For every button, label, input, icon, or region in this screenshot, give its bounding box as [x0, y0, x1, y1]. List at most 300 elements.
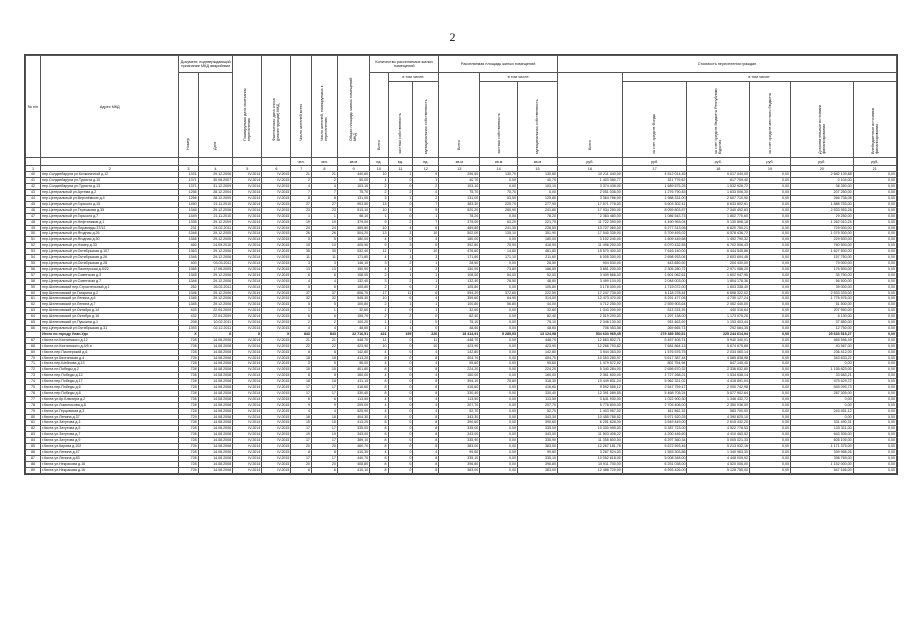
cell-arm: 390,60	[518, 420, 558, 426]
cell-res: 8	[291, 450, 312, 456]
cell-docdate: 14.08.2008	[198, 385, 233, 391]
cell-docdate: 14.08.2008	[198, 349, 233, 355]
cell-sum: 17 571 778,00	[557, 201, 622, 207]
cell-no: 68	[26, 343, 41, 349]
cell-no: 47	[26, 213, 41, 219]
cell-res: 17	[291, 438, 312, 444]
cell-reg: 5 940 340,01	[687, 337, 750, 343]
cell-sum: 12 488 720,00	[557, 467, 622, 473]
cell-res: 5	[291, 361, 312, 367]
cell-ext: 40 567,00	[791, 343, 854, 349]
cell-sum: 5 340 284,00	[557, 367, 622, 373]
cell-area: 410,30	[337, 450, 369, 456]
cell-docnum: 1371	[179, 184, 198, 190]
cell-area: 504,20	[337, 231, 369, 237]
cell-loc: 0,00	[750, 450, 791, 456]
cell-no: 44	[26, 196, 41, 202]
cell-docnum: 1346	[179, 231, 198, 237]
cell-res: 17	[291, 390, 312, 396]
cell-fund: 1 022 900,30	[622, 396, 687, 402]
column-number: 10	[370, 166, 388, 172]
cell-resp: 27	[311, 201, 337, 207]
cell-docnum: 1345	[179, 272, 198, 278]
cell-cp: 0	[388, 201, 413, 207]
cell-addr: г.Кяхта пер.Шейнова д.13	[41, 361, 179, 367]
cell-no: 54	[26, 255, 41, 261]
cell-no: 59	[26, 284, 41, 290]
cell-cm: 4	[413, 237, 439, 243]
cell-cp: 0	[388, 414, 413, 420]
cell-nb: 0,00	[853, 373, 896, 379]
cell-sum: 2 346 130,00	[557, 320, 622, 326]
cell-cp: 1	[388, 249, 413, 255]
header-plan-end: Планируемая дата окончания переселения	[233, 56, 262, 158]
cell-addr: Итого по городу Улан-Удэ	[41, 331, 179, 337]
column-number: 9	[337, 166, 369, 172]
cell-ext: 133 311,00	[791, 426, 854, 432]
cell-ar: 75,10	[439, 320, 480, 326]
cell-reg: 225 244 614,94	[687, 331, 750, 337]
cell-nb: 0,00	[853, 225, 896, 231]
cell-fact: IV.2015	[262, 396, 291, 402]
cell-area: 532,40	[337, 249, 369, 255]
cell-fund: 6 297 360,34	[622, 438, 687, 444]
cell-res: 4	[291, 408, 312, 414]
cell-area: 411,10	[337, 379, 369, 385]
cell-nb: 0,00	[853, 331, 896, 337]
column-number: 13	[439, 166, 480, 172]
cell-ext: 0 104,00	[791, 178, 854, 184]
cell-nb: 0,00	[853, 361, 896, 367]
cell-nb: 0,00	[853, 219, 896, 225]
cell-fact: IV.2015	[262, 432, 291, 438]
cell-fact: IV.2015	[262, 231, 291, 237]
column-number: 19	[750, 166, 791, 172]
cell-loc: 0,00	[750, 201, 791, 207]
cell-fund: 5 008 348,00	[622, 455, 687, 461]
cell-sum: 1 043 200,00	[557, 308, 622, 314]
cell-no: 41	[26, 178, 41, 184]
cell-docnum: 1371	[179, 178, 198, 184]
cell-fact: IV.2015	[262, 261, 291, 267]
cell-cp: 0	[388, 355, 413, 361]
cell-ar: 82,40	[439, 314, 480, 320]
cell-loc: 0,00	[750, 207, 791, 213]
cell-cm: 2	[413, 284, 439, 290]
cell-res: 18	[291, 379, 312, 385]
cell-cm: 6	[413, 225, 439, 231]
cell-no: 60	[26, 290, 41, 296]
cell-arm: 40,70	[518, 178, 558, 184]
cell-cnt: 4	[370, 373, 388, 379]
cell-arm: 221,70	[518, 219, 558, 225]
header-count-all: Всего	[370, 73, 388, 158]
cell-fact: IV.2015	[262, 373, 291, 379]
cell-nb: 0,00	[853, 278, 896, 284]
cell-arm: 13 124,98	[518, 331, 558, 337]
cell-res: 10	[291, 243, 312, 249]
cell-reg: 1 633 006,30	[687, 190, 750, 196]
cell-reg: 5 674 675,88	[687, 343, 750, 349]
cell-arm: 351,90	[518, 231, 558, 237]
cell-cnt: 8	[370, 420, 388, 426]
cell-loc: 0,00	[750, 261, 791, 267]
cell-cp: 0	[388, 367, 413, 373]
cell-resp: 13	[311, 266, 337, 272]
cell-resp: 17	[311, 426, 337, 432]
cell-fact: IV.2015	[262, 414, 291, 420]
cell-arp: 0,00	[480, 213, 518, 219]
cell-no: 77	[26, 396, 41, 402]
cell-sum: 1 479 572,52	[557, 361, 622, 367]
cell-area: 408,80	[337, 461, 369, 467]
cell-arp: 0,00	[480, 385, 518, 391]
cell-ar: 52,70	[439, 408, 480, 414]
column-number: 12	[413, 166, 439, 172]
cell-no: 83	[26, 432, 41, 438]
cell-reg: 2 034 060,14	[687, 349, 750, 355]
cell-no: 88	[26, 461, 41, 467]
cell-cp: 0	[388, 308, 413, 314]
cell-ar: 180,00	[439, 237, 480, 243]
cell-fund: 1 988 331,00	[622, 196, 687, 202]
cell-resp: 2	[311, 178, 337, 184]
cell-plan: IV.2014	[233, 272, 262, 278]
cell-cm: 8	[413, 444, 439, 450]
cell-sum: 6 251 628,00	[557, 420, 622, 426]
cell-plan: IV.2014	[233, 201, 262, 207]
cell-reg: 1 602 947,96	[687, 272, 750, 278]
cell-res: 24	[291, 225, 312, 231]
cell-cm: 8	[413, 355, 439, 361]
cell-cm: 11	[413, 337, 439, 343]
cell-addr: г.Кяхта пл.Кяхтинского д.4/5 а	[41, 343, 179, 349]
cell-resp: 15	[311, 420, 337, 426]
cell-fund: 513 233,39	[622, 308, 687, 314]
cell-ext: 56 500,00	[791, 278, 854, 284]
cell-cnt: 8	[370, 444, 388, 450]
cell-nb: 0,00	[853, 467, 896, 473]
header-area-private: частная собственность	[480, 82, 518, 158]
cell-addr: г.Кяхта пер.Победы д.12	[41, 373, 179, 379]
cell-no: 43	[26, 190, 41, 196]
cell-fund: 5 962 321,02	[622, 379, 687, 385]
header-address: Адрес МКД	[41, 56, 179, 158]
cell-reg: 4 520 006,00	[687, 461, 750, 467]
cell-cp: 0	[388, 402, 413, 408]
cell-arp: 0,00	[480, 420, 518, 426]
cell-ar: 392,80	[439, 243, 480, 249]
cell-docnum: 728	[179, 420, 198, 426]
cell-sum: 12 266 793,82	[557, 343, 622, 349]
cell-arp: 0,00	[480, 414, 518, 420]
cell-sum: 3 267 524,00	[557, 450, 622, 456]
cell-cm: 8	[413, 420, 439, 426]
cell-sum: 17 540 339,00	[557, 231, 622, 237]
cell-resp: 7	[311, 190, 337, 196]
cell-addr: г.Кяхта ул.Некрасова д.16	[41, 467, 179, 473]
cell-loc: 0,00	[750, 396, 791, 402]
cell-ext: 39 000,00	[791, 284, 854, 290]
cell-res: 21	[291, 337, 312, 343]
cell-docnum: 1346	[179, 278, 198, 284]
cell-res: 32	[291, 296, 312, 302]
cell-res: 9	[291, 402, 312, 408]
cell-docnum: 460	[179, 243, 198, 249]
cell-cm: 1	[413, 213, 439, 219]
cell-res: 17	[291, 426, 312, 432]
cell-loc: 0,00	[750, 343, 791, 349]
cell-resp: 1	[311, 213, 337, 219]
cell-cp: 0	[388, 432, 413, 438]
cell-no: 85	[26, 444, 41, 450]
cell-cnt: 10	[370, 225, 388, 231]
cell-ar: 113,50	[439, 396, 480, 402]
cell-resp: 21	[311, 337, 337, 343]
cell-ext: 176 500,00	[791, 266, 854, 272]
cell-no: 64	[26, 314, 41, 320]
column-number: 17	[622, 166, 687, 172]
cell-nb: 0,00	[853, 290, 896, 296]
cell-ar: 520,20	[439, 207, 480, 213]
cell-cnt: 3	[370, 261, 388, 267]
cell-docnum: 728	[179, 355, 198, 361]
cell-reg: 5 130 898,18	[687, 219, 750, 225]
cell-cnt: 10	[370, 343, 388, 349]
cell-area: 416,60	[337, 385, 369, 391]
cell-resp: 19	[311, 432, 337, 438]
cell-res: 6	[291, 467, 312, 473]
cell-fact: IV.2015	[262, 385, 291, 391]
cell-loc: 0,00	[750, 320, 791, 326]
cell-cm: 4	[413, 396, 439, 402]
cell-loc: 0,00	[750, 190, 791, 196]
cell-ext: 12 750,00	[791, 325, 854, 331]
cell-docnum: 262	[179, 284, 198, 290]
cell-plan: IV.2014	[233, 461, 262, 467]
cell-fact: IV.2015	[262, 343, 291, 349]
cell-arp: 75,90	[480, 243, 518, 249]
cell-cm: 0	[413, 314, 439, 320]
cell-cm: 10	[413, 343, 439, 349]
cell-docnum: 1346	[179, 296, 198, 302]
cell-reg: 4 448 009,92	[687, 455, 750, 461]
cell-docdate: 31.12.2009	[198, 184, 233, 190]
cell-fact: IV.2015	[262, 438, 291, 444]
cell-docnum: 728	[179, 361, 198, 367]
cell-fact: IV.2015	[262, 207, 291, 213]
cell-docdate: 21.11.2010	[198, 213, 233, 219]
cell-area: 96,00	[337, 361, 369, 367]
cell-nb: 0,00	[853, 249, 896, 255]
cell-res: 20	[291, 444, 312, 450]
cell-cm: 4	[413, 373, 439, 379]
cell-cnt: 8	[370, 390, 388, 396]
cell-resp: 4	[311, 184, 337, 190]
cell-arm: 52,70	[518, 408, 558, 414]
cell-no: 81	[26, 420, 41, 426]
cell-ar: 343,00	[439, 432, 480, 438]
cell-cp: 0	[388, 467, 413, 473]
column-number: 3	[179, 166, 198, 172]
cell-ar: 594,20	[439, 290, 480, 296]
cell-area: 22 716,51	[337, 331, 369, 337]
cell-addr: г.Кяхта ул.Ленина д.83	[41, 455, 179, 461]
cell-docdate: 29.12.2006	[198, 207, 233, 213]
cell-cm: 6	[413, 243, 439, 249]
cell-fund: 5 277 313,06	[622, 225, 687, 231]
cell-docnum: 1365	[179, 266, 198, 272]
cell-res: 22	[291, 343, 312, 349]
cell-cnt: 8	[370, 455, 388, 461]
cell-cnt: 2	[370, 314, 388, 320]
cell-ar: 416,60	[439, 385, 480, 391]
cell-cm: 0	[413, 325, 439, 331]
cell-reg: 5 017 040,00	[687, 172, 750, 178]
cell-cnt: 10	[370, 207, 388, 213]
cell-plan: IV.2014	[233, 243, 262, 249]
cell-reg: 2 615 432,20	[687, 420, 750, 426]
cell-plan: IV.2014	[233, 438, 262, 444]
cell-docdate: 14.08.2008	[198, 438, 233, 444]
cell-sum: 2 363 480,00	[557, 213, 622, 219]
cell-addr: г.Кяхта ул.Ленина д.47	[41, 450, 179, 456]
cell-plan: IV.2014	[233, 349, 262, 355]
cell-no: 61	[26, 296, 41, 302]
cell-arp: 0,00	[480, 402, 518, 408]
cell-docdate: X	[198, 331, 233, 337]
cell-plan: IV.2014	[233, 184, 262, 190]
cell-loc: 0,00	[750, 467, 791, 473]
cell-loc: 0,00	[750, 266, 791, 272]
cell-cp: 1	[388, 172, 413, 178]
cell-fact: IV.2015	[262, 178, 291, 184]
cell-res: 17	[291, 385, 312, 391]
cell-fund: 2 698 933,06	[622, 255, 687, 261]
cell-ar: 103,10	[439, 184, 480, 190]
cell-docdate: 30.08.2007	[198, 178, 233, 184]
cell-res: 15	[291, 420, 312, 426]
cell-arm: 78,20	[518, 213, 558, 219]
cell-sum: 3 409 866,00	[557, 272, 622, 278]
cell-loc: 0,00	[750, 284, 791, 290]
cell-cm: 8	[413, 467, 439, 473]
cell-cp: 4	[388, 225, 413, 231]
cell-plan: IV.2014	[233, 343, 262, 349]
cell-area: 150,90	[337, 266, 369, 272]
header-count-group: Количество расселяемых жилых помещений	[370, 56, 439, 73]
cell-nb: 0,00	[853, 385, 896, 391]
cell-ext: 1 171 375,00	[791, 444, 854, 450]
cell-docnum: 728	[179, 467, 198, 473]
cell-cp: 0	[388, 385, 413, 391]
cell-ar: 160,00	[439, 373, 480, 379]
cell-docnum: 231	[179, 225, 198, 231]
cell-arm: 105,80	[518, 284, 558, 290]
cell-plan: IV.2014	[233, 296, 262, 302]
cell-cm: 3	[413, 266, 439, 272]
cell-arm: 277,90	[518, 201, 558, 207]
cell-cm: 8	[413, 390, 439, 396]
cell-arp: 14,80	[480, 249, 518, 255]
cell-cp: 1	[388, 272, 413, 278]
cell-docdate: 28.12.2004	[198, 190, 233, 196]
cell-cp: 0	[388, 349, 413, 355]
cell-sum: 12 473 470,00	[557, 296, 622, 302]
column-number: 15	[518, 166, 558, 172]
column-number: 2	[41, 166, 179, 172]
cell-cp: 2	[388, 314, 413, 320]
cell-nb: 0,00	[853, 420, 896, 426]
cell-fact: IV.2015	[262, 249, 291, 255]
cell-nb: 0,00	[853, 190, 896, 196]
cell-cnt: 8	[370, 385, 388, 391]
cell-loc: 0,00	[750, 373, 791, 379]
cell-plan: IV.2014	[233, 266, 262, 272]
cell-nb: 0,00	[853, 314, 896, 320]
cell-area: 131,00	[337, 196, 369, 202]
cell-ext: 51 500,00	[791, 302, 854, 308]
cell-ext: 38 250,00	[791, 184, 854, 190]
cell-plan: IV.2014	[233, 396, 262, 402]
cell-area: 105,80	[337, 284, 369, 290]
cell-loc: 0,00	[750, 255, 791, 261]
cell-area: 525,90	[337, 408, 369, 414]
cell-reg: 1 532 926,72	[687, 184, 750, 190]
cell-nb: 0,00	[853, 296, 896, 302]
cell-plan: IV.2014	[233, 237, 262, 243]
cell-docdate: 21.11.2010	[198, 201, 233, 207]
cell-reg: 6 444 545,86	[687, 249, 750, 255]
column-number: 14	[480, 166, 518, 172]
column-number: 4	[198, 166, 233, 172]
cell-arp: 135,10	[480, 231, 518, 237]
cell-cm: 5	[413, 207, 439, 213]
cell-nb: 0,00	[853, 343, 896, 349]
header-cost-region: за счет средств бюджета Республики Бурятия	[687, 82, 750, 158]
cell-docnum: 433	[179, 308, 198, 314]
cell-cm: 4	[413, 402, 439, 408]
cell-arm: 180,00	[518, 237, 558, 243]
cell-plan: IV.2014	[233, 414, 262, 420]
cell-docnum: 728	[179, 402, 198, 408]
header-cost-fund: за счет средств Фонда	[622, 82, 687, 158]
cell-res: 5	[291, 302, 312, 308]
cell-cnt: 8	[370, 379, 388, 385]
cell-cnt: 4	[370, 361, 388, 367]
cell-arp: 0,00	[480, 367, 518, 373]
cell-ar: 18 414,91	[439, 331, 480, 337]
cell-cp: 1	[388, 325, 413, 331]
cell-cnt: 8	[370, 367, 388, 373]
cell-fund: 1 553 303,86	[622, 450, 687, 456]
cell-arp: 0,00	[480, 314, 518, 320]
header-units-row: чел. чел. кв.м ед. ед. ед. кв.м кв.м кв.м руб. руб. руб. руб. руб. руб.	[26, 158, 897, 166]
cell-nb: 0,00	[853, 320, 896, 326]
cell-fund: 2 048 003,00	[622, 278, 687, 284]
cell-plan: IV.2014	[233, 355, 262, 361]
cell-sum: 11 496 200,00	[557, 243, 622, 249]
header-cost-local: за счет средств местного бюджета	[750, 82, 791, 158]
cell-cm: 0	[413, 190, 439, 196]
cell-addr: г.Кяхта ул.Затутова д.7	[41, 432, 179, 438]
cell-area: 413,20	[337, 355, 369, 361]
cell-addr: г.Кяхта ул.Затутова д.9	[41, 438, 179, 444]
cell-res: 8	[291, 196, 312, 202]
cell-cm: 9	[413, 172, 439, 178]
cell-fund: 4 512 014,45	[622, 172, 687, 178]
cell-area: 469,80	[337, 225, 369, 231]
